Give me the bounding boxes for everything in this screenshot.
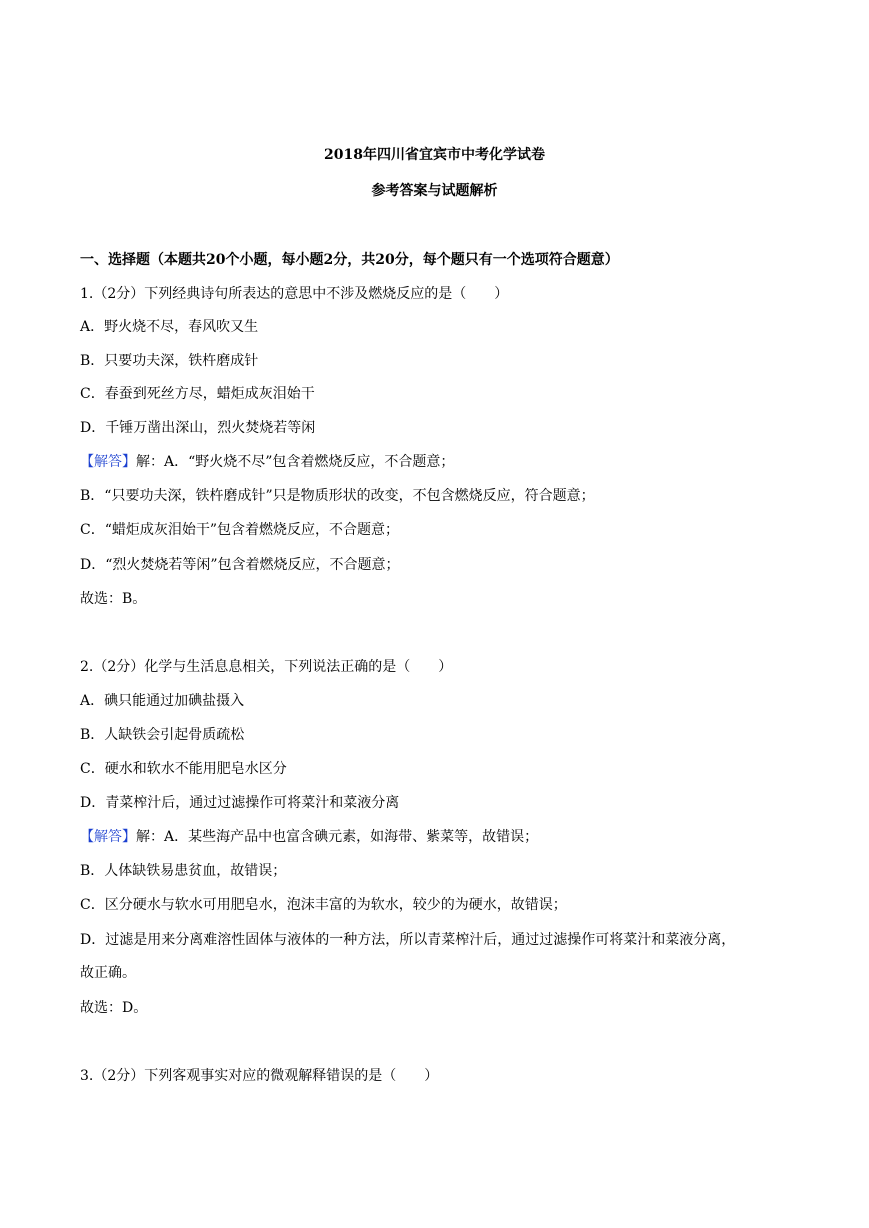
answer-tag: 【解答】 — [80, 829, 136, 845]
question-1-option-d: D．千锤万凿出深山，烈火焚烧若等闲 — [80, 420, 316, 436]
question-1-answer-choice: 故选：B。 — [80, 591, 147, 607]
question-2-answer-choice: 故选：D。 — [80, 1000, 148, 1016]
question-1-option-b: B．只要功夫深，铁杵磨成针 — [80, 353, 259, 369]
question-2-answer-line-1 — [80, 827, 800, 847]
question-1-answer-line-3: C．“蜡炬成灰泪始干”包含着燃烧反应，不合题意； — [80, 522, 400, 538]
question-2-answer-line-4: D．过滤是用来分离难溶性固体与液体的一种方法，所以青菜榨汁后，通过过滤操作可将菜汁和菜液分离， — [80, 932, 736, 948]
answer-text: 解：A．“野火烧不尽”包含着燃烧反应，不合题意； — [136, 454, 455, 470]
question-2-option-c: C．硬水和软水不能用肥皂水区分 — [80, 761, 287, 777]
question-1-answer-line-1 — [80, 452, 800, 472]
question-2-answer-line-5: 故正确。 — [80, 965, 136, 981]
question-2-option-d: D．青菜榨汁后，通过过滤操作可将菜汁和菜液分离 — [80, 795, 400, 811]
document-title: 2018年四川省宜宾市中考化学试卷 — [324, 147, 545, 163]
question-2-answer-line-2: B．人体缺铁易患贫血，故错误； — [80, 863, 287, 879]
question-2-stem: 2.（2分）化学与生活息息相关，下列说法正确的是（ ） — [80, 659, 453, 675]
question-2-option-b: B．人缺铁会引起骨质疏松 — [80, 727, 245, 743]
document-subtitle: 参考答案与试题解析 — [371, 183, 498, 199]
question-2-answer-line-3: C．区分硬水与软水可用肥皂水，泡沫丰富的为软水，较少的为硬水，故错误； — [80, 897, 567, 913]
question-1-answer-line-2: B．“只要功夫深，铁杵磨成针”只是物质形状的改变，不包含燃烧反应，符合题意； — [80, 488, 595, 504]
question-1-stem: 1.（2分）下列经典诗句所表达的意思中不涉及燃烧反应的是（ ） — [80, 286, 509, 302]
section-heading: 一、选择题（本题共20个小题，每小题2分，共20分，每个题只有一个选项符合题意） — [80, 252, 619, 268]
question-1-option-c: C．春蚕到死丝方尽，蜡炬成灰泪始干 — [80, 386, 315, 402]
question-1-option-a: A．野火烧不尽，春风吹又生 — [80, 319, 259, 335]
answer-tag: 【解答】 — [80, 454, 136, 470]
question-2-option-a: A．碘只能通过加碘盐摄入 — [80, 693, 245, 709]
answer-text: 解：A．某些海产品中也富含碘元素，如海带、紫菜等，故错误； — [136, 829, 539, 845]
question-1-answer-line-4: D．“烈火焚烧若等闲”包含着燃烧反应，不合题意； — [80, 557, 400, 573]
question-3-stem: 3.（2分）下列客观事实对应的微观解释错误的是（ ） — [80, 1068, 439, 1084]
